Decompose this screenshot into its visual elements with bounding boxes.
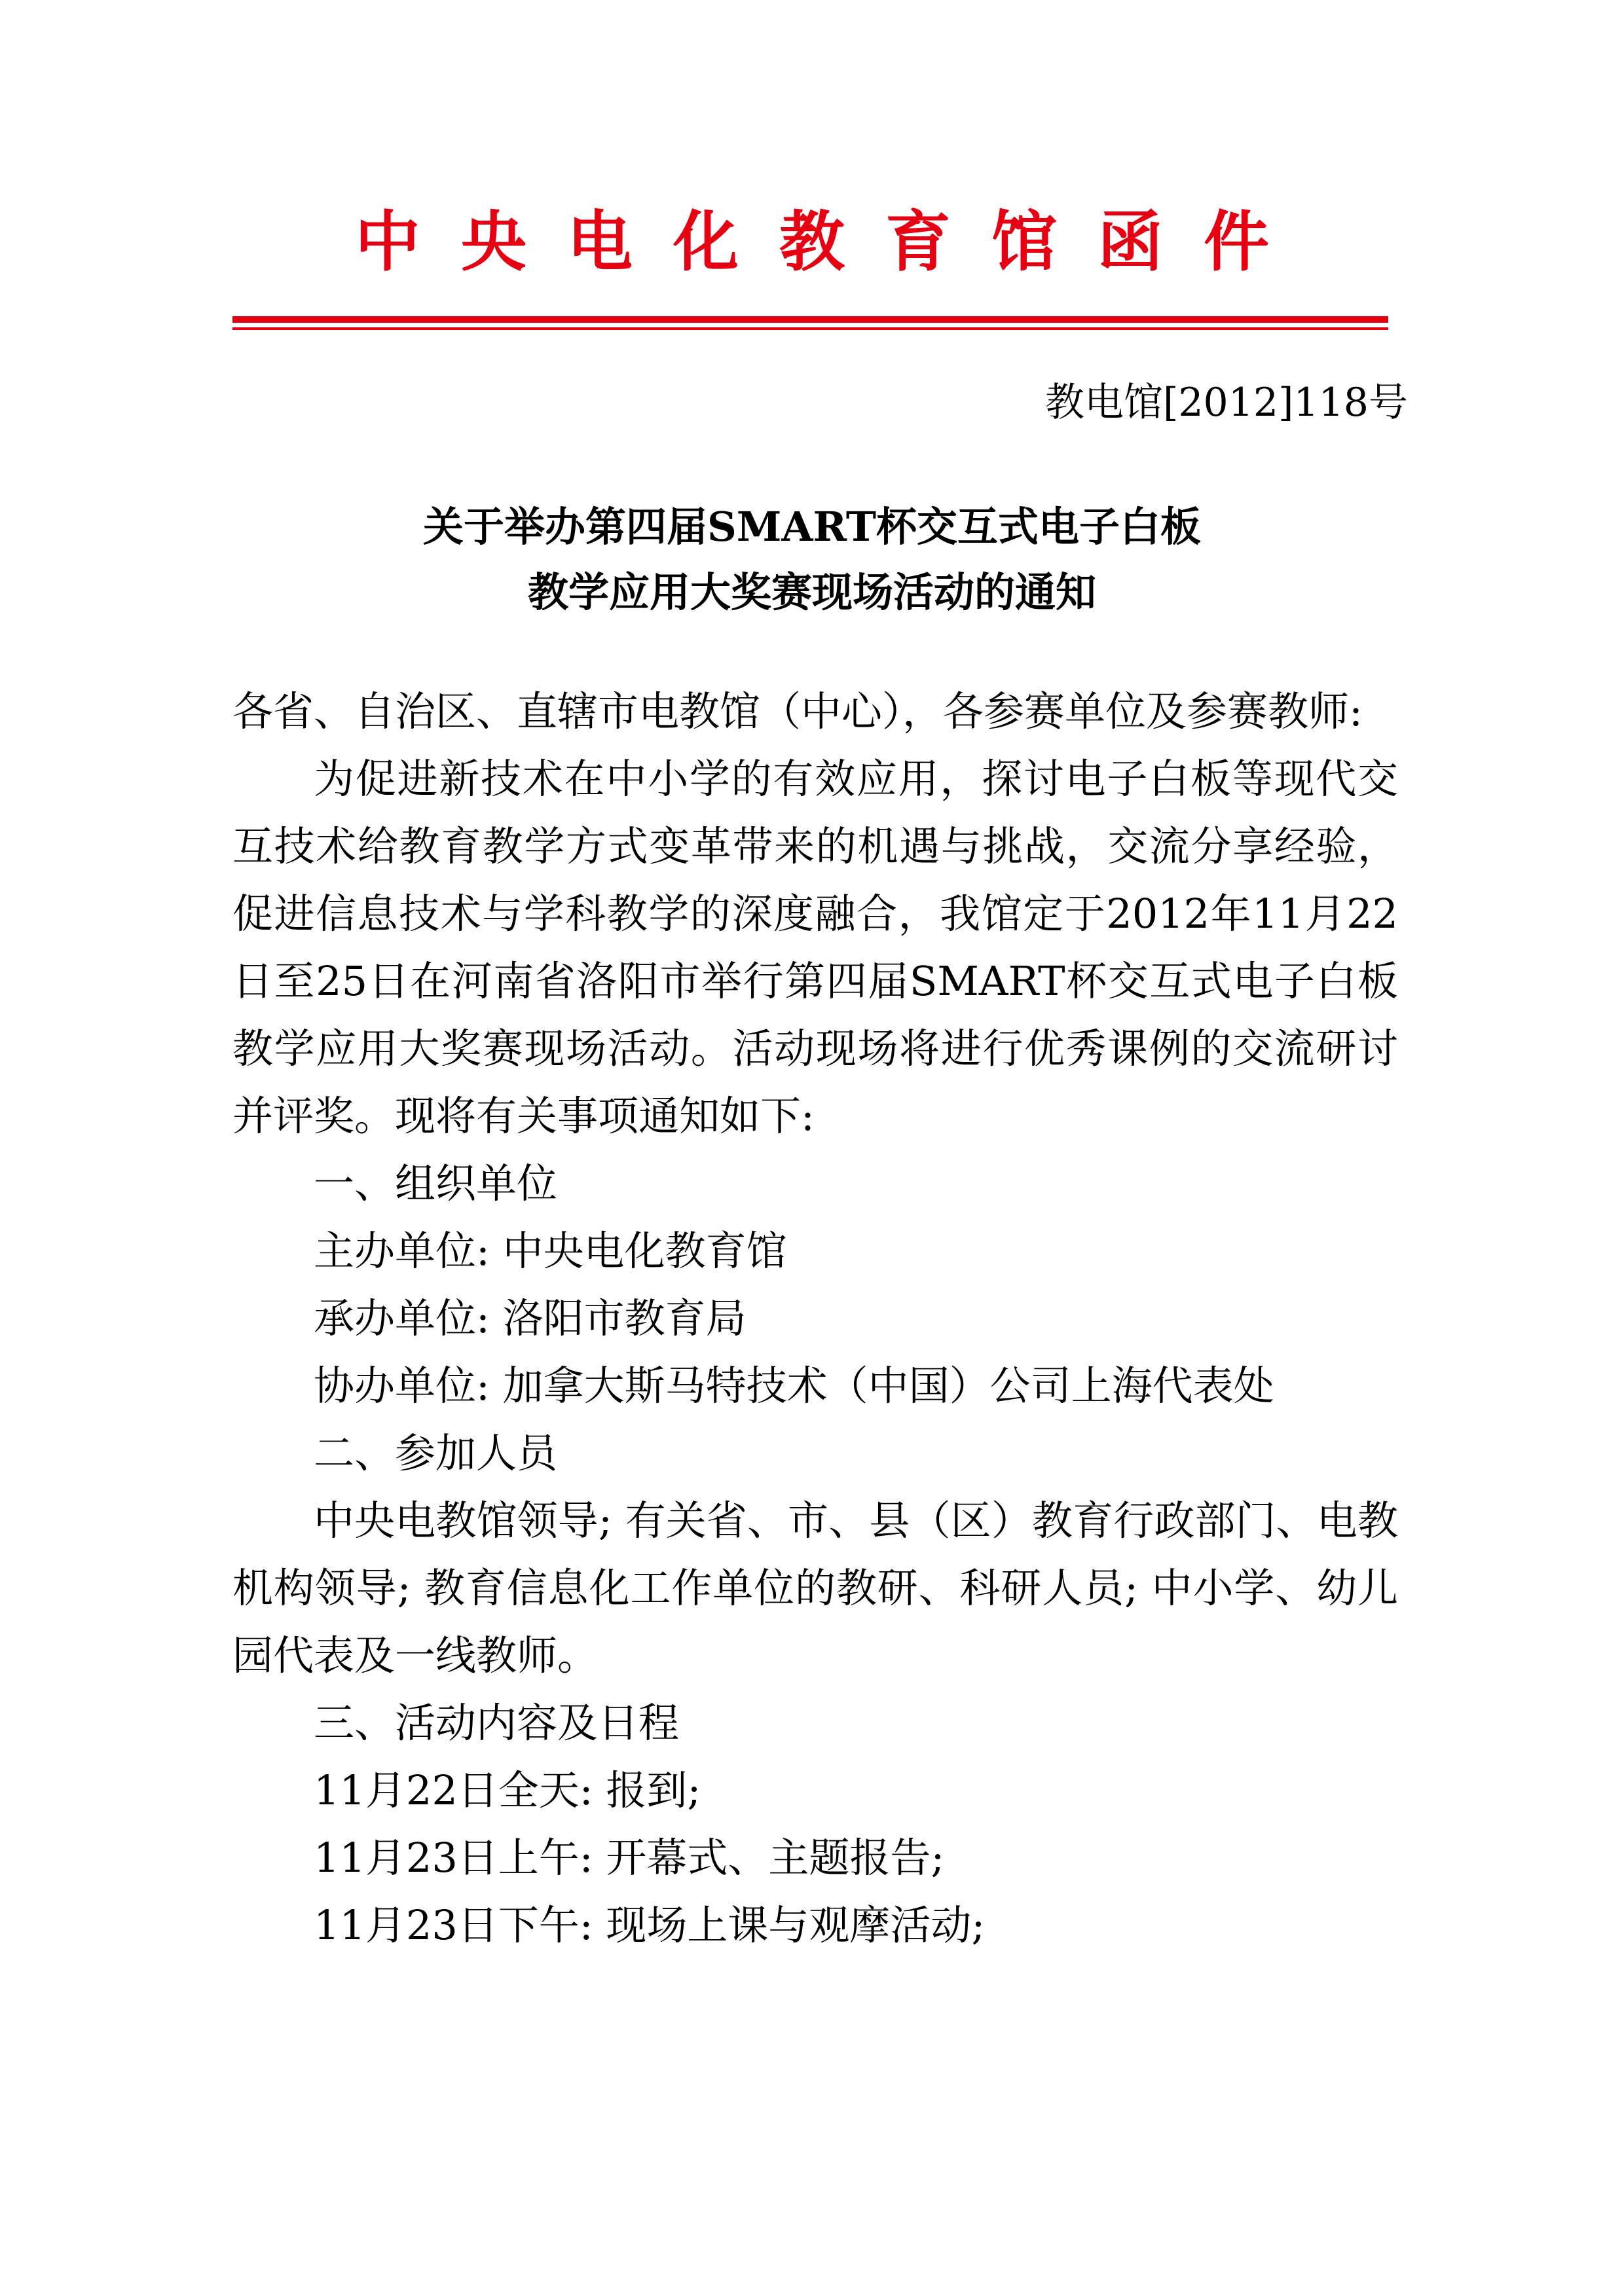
host-unit: 主办单位: 中央电化教育馆 bbox=[314, 1227, 787, 1275]
letterhead-rule-thin bbox=[232, 327, 1388, 330]
schedule-item: 11月23日上午: 开幕式、主题报告; bbox=[314, 1834, 945, 1882]
participants-paragraph: 中央电教馆领导; 有关省、市、县（区）教育行政部门、电教机构领导; 教育信息化工作单位的教研、科研人员; 中小学、幼儿园代表及一线教师。 bbox=[232, 1497, 1398, 1679]
letterhead-rule-thick bbox=[232, 316, 1388, 323]
co-organizer-unit: 协办单位: 加拿大斯马特技术（中国）公司上海代表处 bbox=[314, 1362, 1274, 1410]
section-heading-participants: 二、参加人员 bbox=[314, 1429, 558, 1477]
letterhead-title: 中央电化教育馆函件 bbox=[355, 204, 1310, 280]
schedule-item: 11月23日下午: 现场上课与观摩活动; bbox=[314, 1901, 986, 1949]
section-heading-schedule: 三、活动内容及日程 bbox=[314, 1699, 680, 1747]
notice-title-line-1: 关于举办第四届SMART杯交互式电子白板 bbox=[422, 503, 1202, 551]
notice-title-line-2: 教学应用大奖赛现场活动的通知 bbox=[527, 568, 1096, 616]
notice-body bbox=[232, 678, 1398, 1959]
document-number: 教电馆[2012]118号 bbox=[1044, 380, 1408, 426]
organizer-unit: 承办单位: 洛阳市教育局 bbox=[314, 1294, 747, 1342]
intro-paragraph: 为促进新技术在中小学的有效应用，探讨电子白板等现代交互技术给教育教学方式变革带来的机遇与挑战，交流分享经验，促进信息技术与学科教学的深度融合，我馆定于2012年11月22日至25日在河南省洛阳市举行第四届SMART杯交互式电子白板教学应用大奖赛现场活动。活动现场将进行优秀课例的交流研讨并评奖。现将有关事项通知如下: bbox=[232, 755, 1398, 1140]
salutation: 各省、自治区、直辖市电教馆（中心），各参赛单位及参赛教师: bbox=[232, 687, 1363, 735]
section-heading-organizers: 一、组织单位 bbox=[314, 1159, 558, 1207]
schedule-item: 11月22日全天: 报到; bbox=[314, 1766, 701, 1814]
